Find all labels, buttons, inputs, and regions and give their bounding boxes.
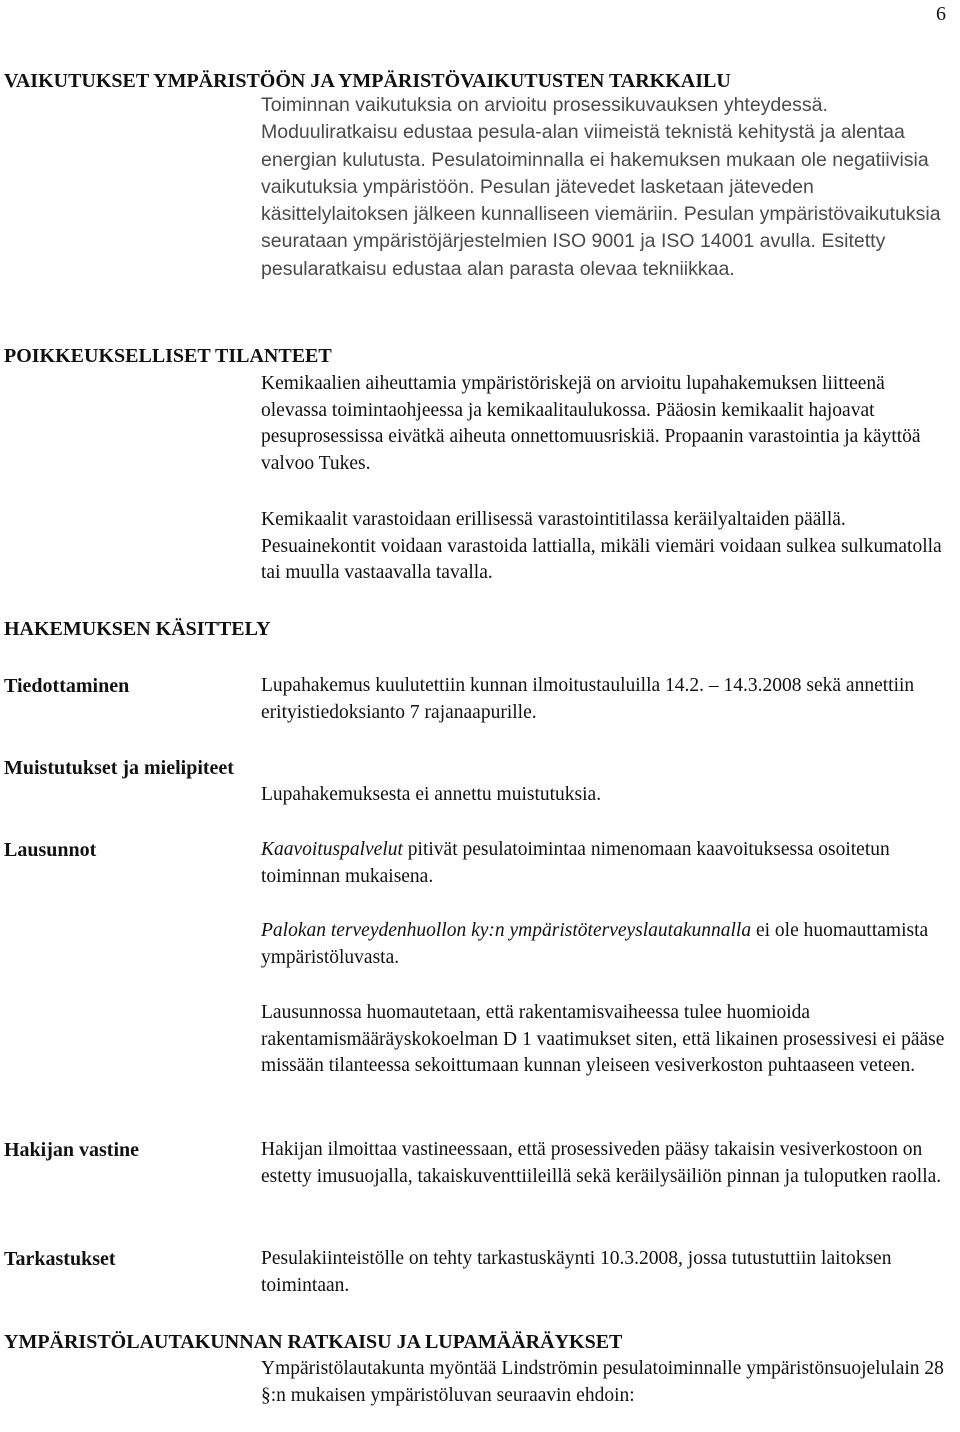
notice-text: Lupahakemus kuulutettiin kunnan ilmoitustauluilla 14.2. – 14.3.2008 sekä annettiin erityistiedoksianto 7 rajanaapurille.	[261, 675, 915, 723]
heading-exceptional-situations: POIKKEUKSELLISET TILANTEET	[4, 345, 332, 367]
applicant-response-text: Hakijan ilmoittaa vastineessaan, että prosessiveden pääsy takaisin vesiverkostoon on estetty imusuojalla, takaiskuventtiileillä sekä keräilysäiliön pinnan ja tuloputken raolla.	[261, 1139, 942, 1187]
statement-2-authority: Palokan terveydenhuollon ky:n ympäristöterveyslautakunnalla	[261, 920, 752, 941]
inspections-text: Pesulakiinteistölle on tehty tarkastuskäynti 10.3.2008, jossa tutustuttiin laitoksen toimintaan.	[261, 1248, 892, 1296]
label-statements: Lausunnot	[4, 839, 97, 861]
label-objections: Muistutukset ja mielipiteet	[4, 757, 234, 779]
statement-2-text: ei ole huomauttamista ympäristöluvasta.	[261, 920, 929, 968]
label-applicant-response: Hakijan vastine	[4, 1139, 140, 1161]
statement-1-text: pitivät pesulatoimintaa nimenomaan kaavoituksessa osoitetun toiminnan mukaisena.	[261, 839, 890, 887]
objections-text: Lupahakemuksesta ei annettu muistutuksia.	[261, 784, 602, 805]
statement-2	[261, 918, 951, 971]
heading-board-decision: YMPÄRISTÖLAUTAKUNNAN RATKAISU JA LUPAMÄÄRÄYKSET	[4, 1331, 623, 1353]
impacts-paragraph: Toiminnan vaikutuksia on arvioitu prosessikuvauksen yhteydessä. Moduuliratkaisu edustaa pesula-alan viimeistä teknistä kehitystä ja alentaa energian kulutusta. Pesulatoiminnalla ei hakemuksen mukaan ole negatiivisia vaikutuksia ympäristöön. Pesulan jätevedet lasketaan jäteveden käsittelylaitoksen jälkeen kunnalliseen viemäriin. Pesulan ympäristövaikutuksia seurataan ympäristöjärjestelmien ISO 9001 ja ISO 14001 avulla. Esitetty pesularatkaisu edustaa alan parasta olevaa tekniikkaa.	[261, 94, 941, 280]
exceptional-paragraph-1: Kemikaalien aiheuttamia ympäristöriskejä on arvioitu lupahakemuksen liitteenä olevassa toimintaohjeessa ja kemikaalitaulukossa. Pääosin kemikaalit hajoavat pesuprosessissa eivätkä aiheuta onnettomuusriskiä. Propaanin varastointia ja käyttöä valvoo Tukes.	[261, 373, 921, 474]
heading-application-processing: HAKEMUKSEN KÄSITTELY	[4, 618, 271, 640]
heading-environmental-impacts: VAIKUTUKSET YMPÄRISTÖÖN JA YMPÄRISTÖVAIKUTUSTEN TARKKAILU	[4, 70, 731, 92]
decision-text: Ympäristölautakunta myöntää Lindströmin pesulatoiminnalle ympäristönsuojelulain 28 §:n mukaisen ympäristöluvan seuraavin ehdoin:	[261, 1358, 944, 1406]
exceptional-paragraph-2: Kemikaalit varastoidaan erillisessä varastointitilassa keräilyaltaiden päällä. Pesuainekontit voidaan varastoida lattialla, mikäli viemäri voidaan sulkea sulkumatolla tai muulla vastaavalla tavalla.	[261, 509, 942, 584]
statement-3: Lausunnossa huomautetaan, että rakentamisvaiheessa tulee huomioida rakentamismääräyskokoelman D 1 vaatimukset siten, että likainen prosessivesi ei pääse missään tilanteessa sekoittumaan kunnan yleiseen vesiverkoston puhtaaseen veteen.	[261, 1002, 945, 1077]
statement-1	[261, 837, 951, 890]
label-inspections: Tarkastukset	[4, 1248, 116, 1270]
page-number: 6	[936, 3, 946, 25]
label-notice: Tiedottaminen	[4, 675, 130, 697]
statement-1-authority: Kaavoituspalvelut	[261, 839, 403, 860]
